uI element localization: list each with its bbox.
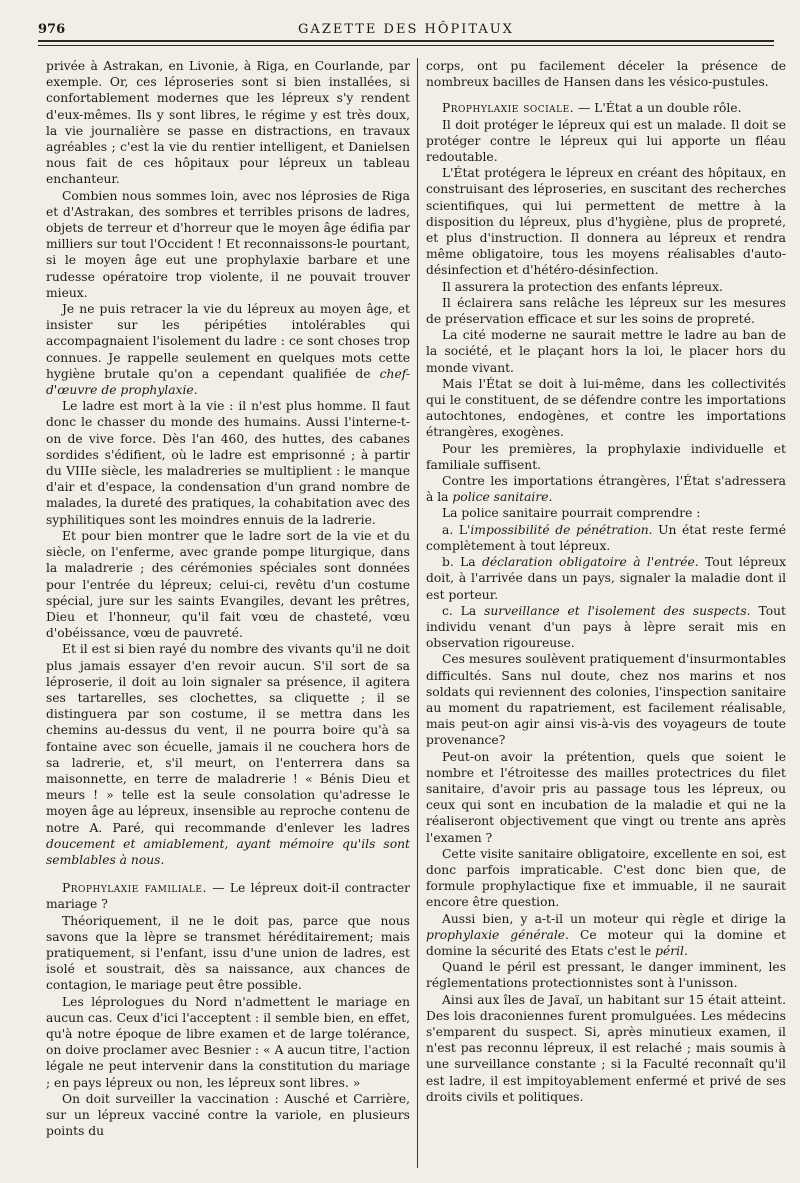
paragraph: Il doit protéger le lépreux qui est un malade. Il doit se protéger contre le lépreux qui lui apporte un fléau redoutable. (426, 117, 786, 165)
section-heading: Prophylaxie sociale. — L'État a un double rôle. (442, 101, 742, 116)
header-rule-thin (38, 45, 774, 46)
paragraph: La cité moderne ne saurait mettre le ladre au ban de la société, et le plaçant hors la loi, le placer hors du monde vivant. (426, 328, 786, 375)
paragraph: Cette visite sanitaire obligatoire, excellente en soi, est donc parfois impraticable. C'est donc bien que, de formule prophylactique fixe et immuable, il ne saurait encore être question. (426, 846, 786, 910)
paragraph: corps, ont pu facilement déceler la présence de nombreux bacilles de Hansen dans les vésico-pustules. (426, 59, 786, 90)
paragraph: Théoriquement, il ne le doit pas, parce que nous savons que la lèpre se transmet héréditairement; mais pratiquement, si l'enfant, issu d'une union de ladres, est isolé et soustrait, dès sa naissance, aux chances de contagion, le mariage peut être possible. (46, 913, 410, 993)
section-heading: Prophylaxie familiale. — Le lépreux doit-il contracter mariage ? (46, 881, 410, 912)
left-column (46, 58, 410, 1168)
paragraph: Pour les premières, la prophylaxie individuelle et familiale suffisent. (426, 441, 786, 472)
right-column (426, 58, 786, 1168)
paragraph: Il éclairera sans relâche les lépreux sur les mesures de préservation efficace et sur les soins de propreté. (426, 295, 786, 327)
paragraph: privée à Astrakan, en Livonie, à Riga, en Courlande, par exemple. Or, ces léproseries sont si bien installées, si confortablement modernes que les lépreux s'y rendent d'eux-mêmes. Ils y sont libres, le régime y est très doux, la vie journalière se passe en distractions, en travaux agréables ; c'est la vie du rentier intelligent, et Danielsen nous fait de ces hôpitaux pour lépreux un tableau enchanteur. (46, 59, 410, 187)
running-title: GAZETTE DES HÔPITAUX (298, 22, 514, 37)
paragraph: Je ne puis retracer la vie du lépreux au moyen âge, et insister sur les péripéties intolérables qui accompagnaient l'isolement du ladre : ce sont choses trop connues. Je rappelle seulement en quelques mots cette hygiène brutale qu'on a cependant qualifiée de chef-d'œuvre de prophylaxie. (46, 302, 410, 398)
paragraph: Et pour bien montrer que le ladre sort de la vie et du siècle, on l'enferme, avec grande pompe liturgique, dans la maladrerie ; des cérémonies spéciales sont données pour l'entrée du lépreux; celui-ci, revêtu d'un costume spécial, jure sur les saints Evangiles, devant les prêtres, Dieu et l'honneur, qu'il fait vœu de chasteté, vœu d'obéissance, vœu de pauvreté. (46, 528, 410, 641)
paragraph: Les léprologues du Nord n'admettent le mariage en aucun cas. Ceux d'ici l'acceptent : il semble bien, en effet, qu'à notre époque de libre examen et de large tolérance, on doive proclamer avec Besnier : « A aucun titre, l'action légale ne peut intervenir dans la constitution du mariage ; en pays lépreux ou non, les lépreux sont libres. » (46, 994, 410, 1090)
paragraph: L'État protégera le lépreux en créant des hôpitaux, en construisant des léproseries, en suscitant des recherches scientifiques, qui lui permettent de mettre à la disposition du lépreux, plus d'hygiène, plus de propreté, et plus d'instruction. Il donnera au lépreux et rendra même obligatoire, tous les moyens réalisables d'auto-désinfection et d'hétéro-désinfection. (426, 166, 786, 278)
paragraph: Aussi bien, y a-t-il un moteur qui règle et dirige la prophylaxie générale. Ce moteur qui la domine et domine la sécurité des Etats c'est le péril. (426, 911, 786, 958)
list-item: b. La déclaration obligatoire à l'entrée. Tout lépreux doit, à l'arrivée dans un pays, signaler la maladie dont il est porteur. (426, 555, 786, 602)
paragraph: Peut-on avoir la prétention, quels que soient le nombre et l'étroitesse des mailles protectrices du filet sanitaire, d'avoir pris au passage tous les lépreux, ou ceux qui sont en incubation de la maladie et qui ne la réaliseront objectivement que vingt ou trente ans après l'examen ? (426, 749, 786, 845)
paragraph: Contre les importations étrangères, l'État s'adressera à la police sanitaire. (426, 474, 786, 505)
paragraph: Il assurera la protection des enfants lépreux. (442, 279, 723, 294)
list-item: a. L'impossibilité de pénétration. Un état reste fermé complètement à tout lépreux. (426, 522, 786, 553)
list-item: c. La surveillance et l'isolement des suspects. Tout individu venant d'un pays à lèpre serait mis en observation rigoureuse. (426, 603, 786, 651)
paragraph: On doit surveiller la vaccination : Ausché et Carrière, sur un lépreux vacciné contre la variole, en plusieurs points du (46, 1091, 410, 1139)
paragraph: Le ladre est mort à la vie : il n'est plus homme. Il faut donc le chasser du monde des humains. Aussi l'interne-t-on de vive force. Dès l'an 460, des huttes, des cabanes sordides s'édifient, où le ladre est emprisonné ; à partir du VIIIe siècle, les maladreries se multiplient : le manque d'air et d'espace, la condensation d'un grand nombre de malades, la dureté des pratiques, la cohabitation avec des syphilitiques sont les moindres ennuis de la ladrerie. (46, 399, 410, 527)
column-divider (417, 58, 418, 1168)
paragraph: La police sanitaire pourrait comprendre : (442, 506, 701, 521)
paragraph: Mais l'État se doit à lui-même, dans les collectivités qui le constituent, de se défendre contre les importations autochtones, endogènes, et contre les importations étrangères, exogènes. (426, 376, 786, 440)
page-header (38, 18, 774, 40)
header-rule (38, 40, 774, 42)
paragraph: Combien nous sommes loin, avec nos léprosies de Riga et d'Astrakan, des sombres et terribles prisons de ladres, objets de terreur et d'horreur que le moyen âge édifia par milliers sur tout l'Occident ! Et reconnaissons-le pourtant, si le moyen âge eut une prophylaxie barbare et une rudesse opératoire trop violente, il ne pouvait trouver mieux. (46, 188, 410, 300)
paragraph: Ces mesures soulèvent pratiquement d'insurmontables difficultés. Sans nul doute, chez nos marins et nos soldats qui reviennent des colonies, l'inspection sanitaire au moment du rapatriement, est facilement réalisable, mais peut-on agir ainsi vis-à-vis des voyageurs de toute provenance? (426, 652, 786, 748)
paragraph: Et il est si bien rayé du nombre des vivants qu'il ne doit plus jamais essayer d'en revoir aucun. S'il sort de sa léproserie, il doit au loin signaler sa présence, il agitera ses tartarelles, ses clochettes, sa cliquette ; il se distinguera par son costume, il se mettra dans les chemins au-dessus du vent, il ne pourra boire qu'à sa fontaine avec son écuelle, jamais il ne couchera hors de sa ladrerie, et, s'il meurt, on l'enterrera dans sa maisonnette, en terre de maladrerie ! « Bénis Dieu et meurs ! » telle est la seule consolation qu'adresse le moyen âge au lépreux, insensible au reproche contenu de notre A. Paré, qui recommande d'enlever les ladres doucement et amiablement, ayant mémoire qu'ils sont semblables à nous. (46, 642, 410, 867)
paragraph: Ainsi aux îles de Javaï, un habitant sur 15 était atteint. Des lois draconiennes furent promulguées. Les médecins s'emparent du suspect. Si, après minutieux examen, il n'est pas reconnu lépreux, il est relaché ; mais soumis à une surveillance constante ; si la Faculté reconnaît qu'il est ladre, il est impitoyablement enfermé et privé de ses droits civils et politiques. (426, 992, 786, 1104)
paragraph: Quand le péril est pressant, le danger imminent, les réglementations protectionnistes sont à l'unisson. (426, 960, 786, 991)
page-number: 976 (38, 22, 66, 37)
